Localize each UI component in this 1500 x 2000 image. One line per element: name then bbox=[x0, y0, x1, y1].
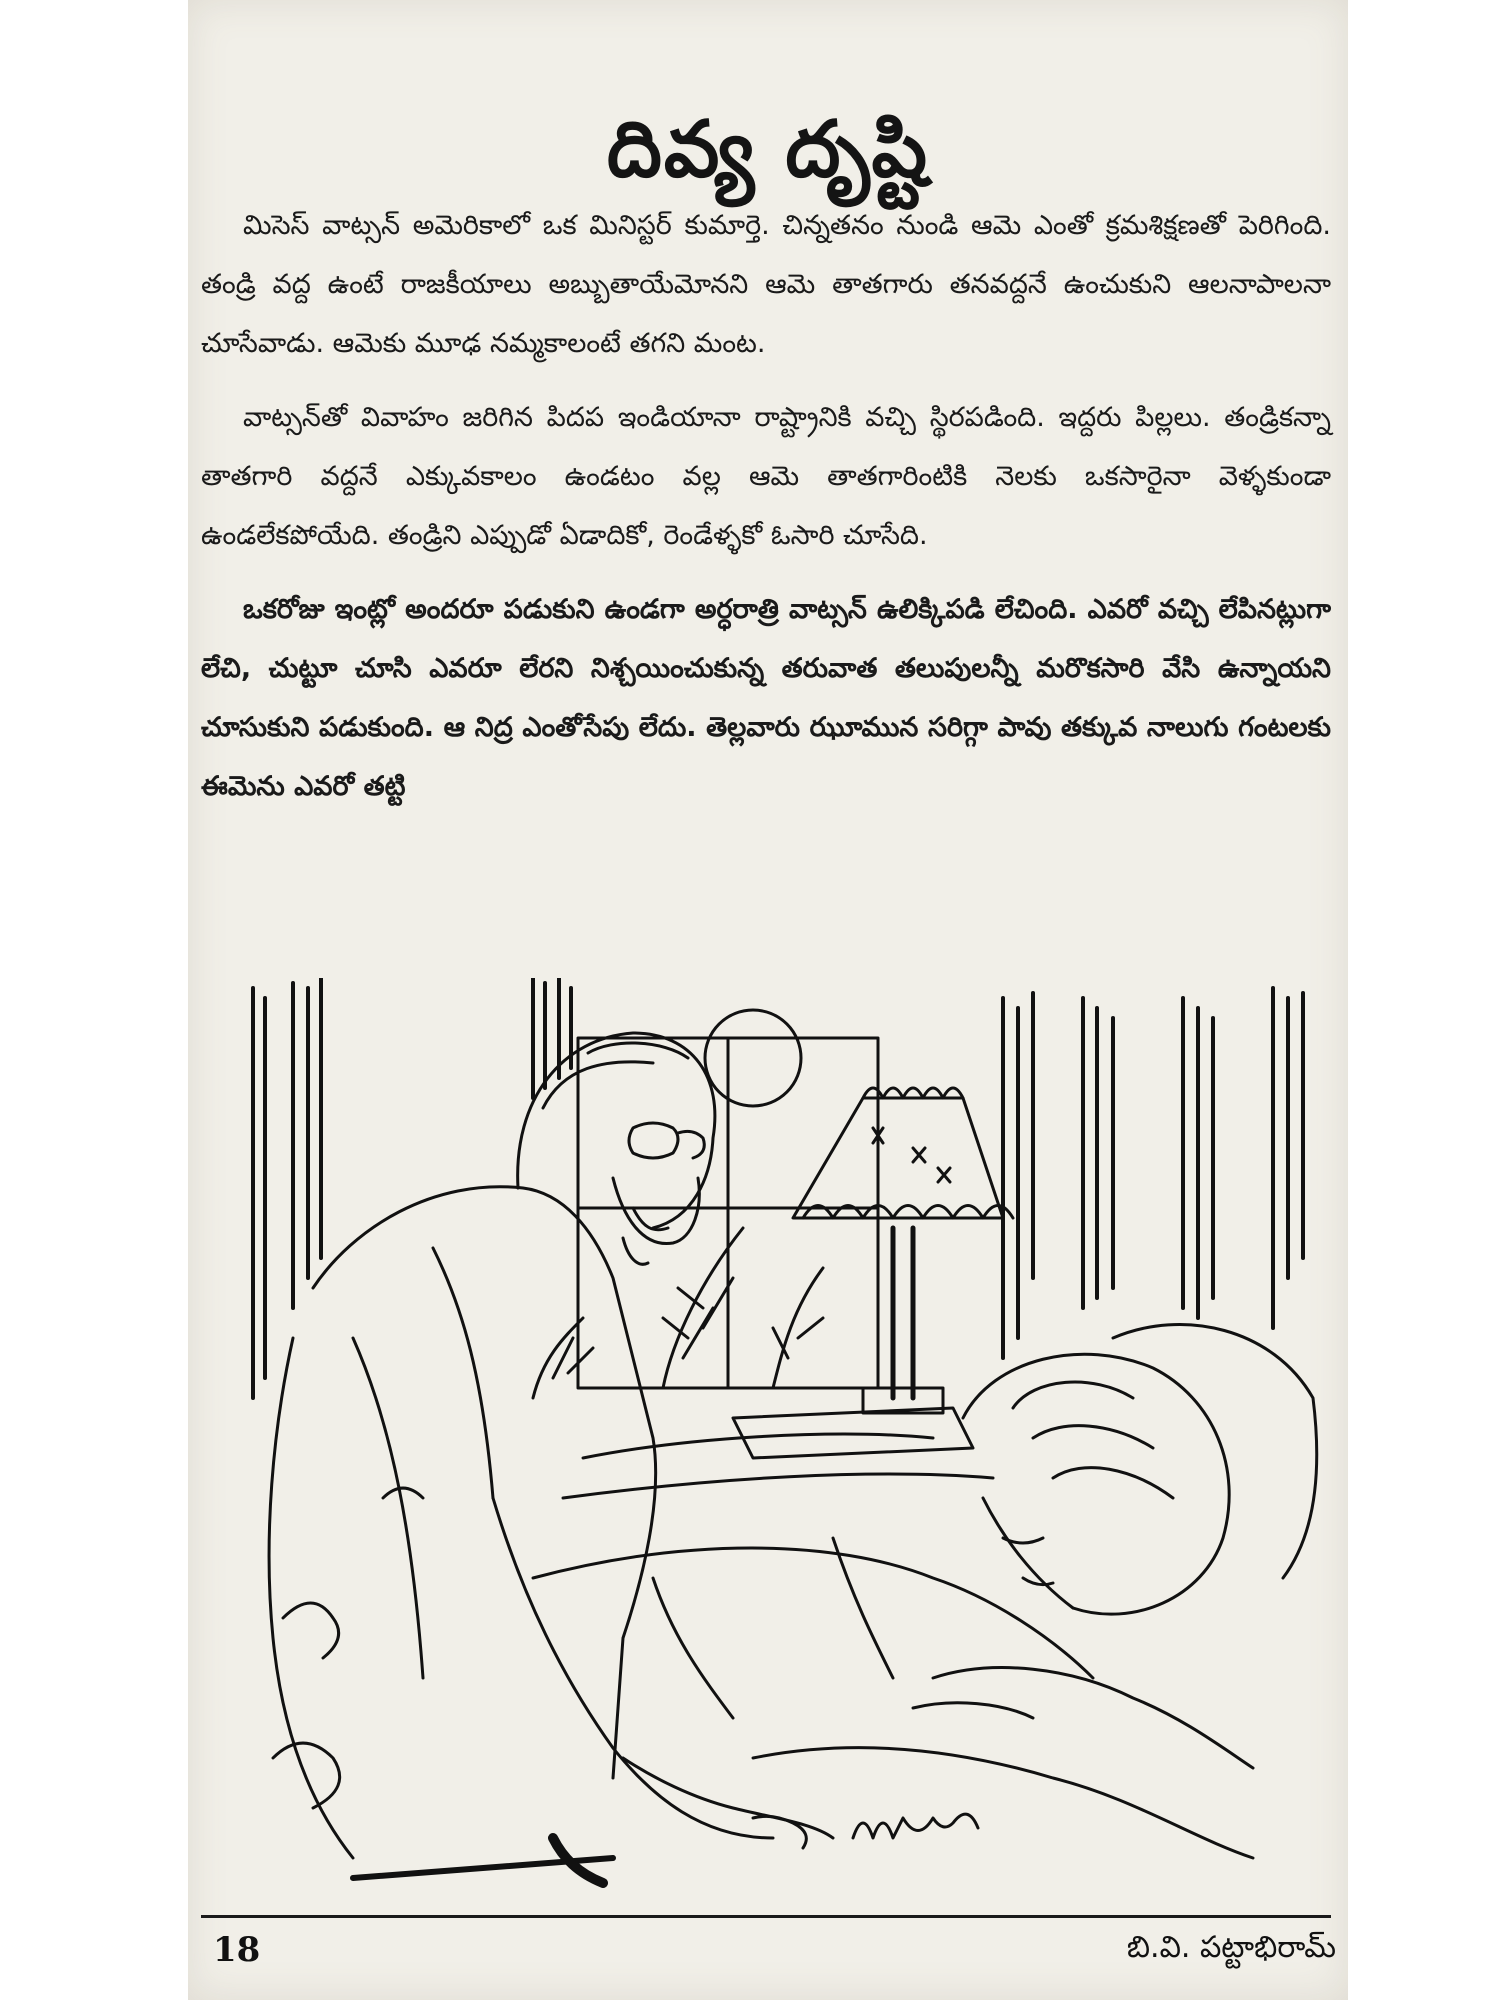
paragraph-1: మిసెస్ వాట్సన్ అమెరికాలో ఒక మినిస్టర్ కుమార్తె. చిన్నతనం నుండి ఆమె ఎంతో క్రమశిక్షణతో పెరిగింది. తండ్రి వద్ద ఉంటే రాజకీయాలు అబ్బుతాయేమోనని ఆమె తాతగారు తనవద్దనే ఉంచుకుని ఆలనాపాలనా చూసేవాడు. ఆమెకు మూఢ నమ్మకాలంటే తగని మంట. bbox=[201, 210, 1331, 359]
author-name: బి.వి. పట్టాభిరామ్ bbox=[1126, 1930, 1336, 1965]
old-man-coat bbox=[313, 1187, 656, 1778]
bed-edge bbox=[583, 1434, 933, 1458]
ink-drawing bbox=[233, 978, 1323, 1888]
page-number: 18 bbox=[213, 1930, 261, 1970]
paragraph-2: వాట్సన్‌తో వివాహం జరిగిన పిదప ఇండియానా రాష్ట్రానికి వచ్చి స్థిరపడింది. ఇద్దరు పిల్లలు. తండ్రికన్నా తాతగారి వద్దనే ఎక్కువకాలం ఉండటం వల్ల ఆమె తాతగారింటికి నెలకు ఒకసారైనా వెళ్ళకుండా ఉండలేకపోయేది. తండ్రిని ఎప్పుడో ఏడాదికో, రెండేళ్ళకో ఓసారి చూసేది. bbox=[201, 402, 1331, 551]
sleeping-woman-head bbox=[963, 1354, 1229, 1614]
story-body bbox=[201, 196, 1331, 831]
book-page bbox=[188, 0, 1348, 2000]
footer-divider bbox=[201, 1915, 1331, 1918]
moon bbox=[705, 1010, 801, 1106]
lamp-shade bbox=[793, 1098, 1003, 1218]
story-illustration bbox=[233, 978, 1323, 1888]
paragraph-3: ఒకరోజు ఇంట్లో అందరూ పడుకుని ఉండగా అర్ధరాత్రి వాట్సన్ ఉలిక్కిపడి లేచింది. ఎవరో వచ్చి లేపినట్లుగా లేచి, చుట్టూ చూసి ఎవరూ లేరని నిశ్చయించుకున్న తరువాత తలుపులన్నీ మరొకసారి వేసి ఉన్నాయని చూసుకుని పడుకుంది. ఆ నిద్ర ఎంతోసేపు లేదు. తెల్లవారు ఝూమున సరిగ్గా పావు తక్కువ నాలుగు గంటలకు ఈమెను ఎవరో తట్టి bbox=[201, 594, 1331, 802]
artist-signature bbox=[853, 1814, 978, 1838]
story-title: దివ్య దృష్టి bbox=[606, 105, 930, 196]
